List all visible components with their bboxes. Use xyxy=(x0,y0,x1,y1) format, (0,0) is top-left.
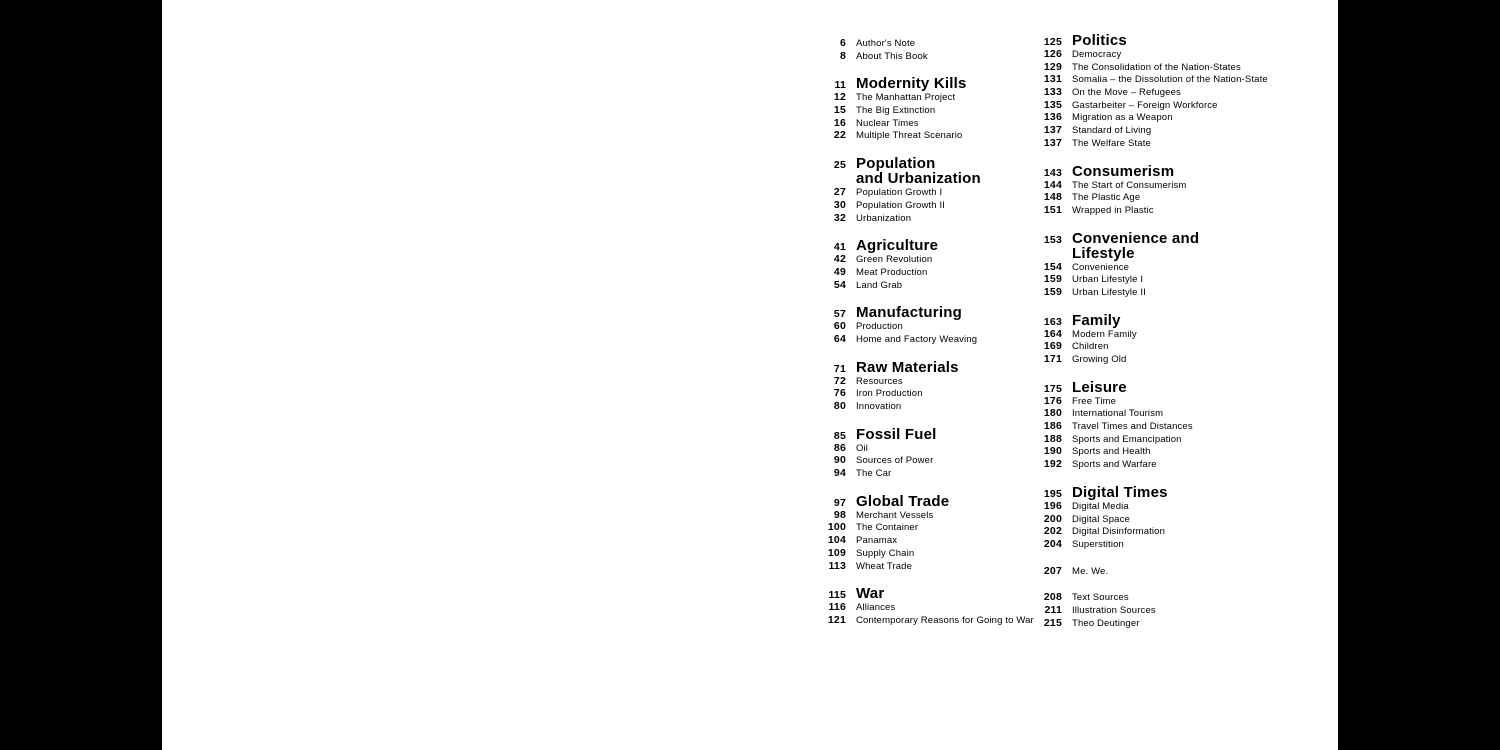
toc-group xyxy=(1032,485,1268,551)
entry-page-number: 188 xyxy=(1043,432,1062,445)
entry-label: Convenience xyxy=(1072,261,1130,273)
chapter-title xyxy=(856,156,981,186)
entry-label: Supply Chain xyxy=(856,547,915,559)
entry-label: Multiple Threat Scenario xyxy=(856,130,963,142)
chapter-title xyxy=(1072,485,1168,500)
entry-label: The Start of Consumerism xyxy=(1072,179,1187,191)
entry-page-number: 129 xyxy=(1043,60,1062,73)
entry-label: Wheat Trade xyxy=(856,560,913,572)
entry-label: Sports and Health xyxy=(1072,446,1151,458)
entry-label: Iron Production xyxy=(856,388,923,400)
toc-entry xyxy=(1032,565,1268,578)
chapter-title-line: and Urbanization xyxy=(856,170,981,188)
toc-group xyxy=(1032,380,1268,471)
chapter-page-number: 25 xyxy=(833,159,846,172)
toc-group xyxy=(816,360,1034,413)
chapter-title xyxy=(1072,164,1174,179)
entry-page-number: 76 xyxy=(833,387,846,400)
toc-group xyxy=(1032,164,1268,217)
entry-label: Children xyxy=(1072,341,1109,353)
toc-entry xyxy=(816,199,1034,212)
toc-chapter-heading-row xyxy=(816,305,1034,320)
entry-page-number: 159 xyxy=(1043,285,1062,298)
chapter-page-number: 175 xyxy=(1043,382,1062,395)
entry-label: Digital Media xyxy=(1072,500,1129,512)
toc-entry xyxy=(1032,73,1268,86)
chapter-title xyxy=(1072,380,1127,395)
entry-label: On the Move – Refugees xyxy=(1072,87,1181,99)
entry-label: Urbanization xyxy=(856,212,912,224)
entry-page-number: 27 xyxy=(833,186,846,199)
toc-entry xyxy=(1032,124,1268,137)
toc-group xyxy=(816,494,1034,572)
toc-entry xyxy=(1032,591,1268,604)
chapter-page-number: 11 xyxy=(834,79,846,92)
chapter-page-number: 143 xyxy=(1043,166,1062,179)
chapter-title-line: Population xyxy=(856,155,936,173)
toc-chapter-heading-row xyxy=(816,360,1034,375)
toc-entry xyxy=(1032,137,1268,150)
toc-entry xyxy=(1032,407,1268,420)
entry-label: Democracy xyxy=(1072,49,1122,60)
toc-chapter-heading-row xyxy=(1032,231,1268,261)
toc-group xyxy=(1032,33,1268,150)
entry-page-number: 100 xyxy=(827,521,846,534)
toc-entry xyxy=(1032,286,1268,299)
entry-page-number: 15 xyxy=(833,104,846,117)
entry-page-number: 151 xyxy=(1043,203,1062,216)
chapter-title-line: Digital Times xyxy=(1072,483,1168,501)
toc-group xyxy=(1032,565,1268,578)
entry-page-number: 30 xyxy=(833,198,846,211)
toc-chapter-heading-row xyxy=(816,156,1034,186)
chapter-page-number: 115 xyxy=(828,589,846,602)
chapter-title-line: Raw Materials xyxy=(856,358,959,376)
toc-entry xyxy=(1032,500,1268,513)
toc-entry xyxy=(1032,273,1268,286)
toc-entry xyxy=(1032,445,1268,458)
toc-entry xyxy=(1032,617,1268,630)
toc-entry xyxy=(1032,179,1268,192)
chapter-title-line: Manufacturing xyxy=(856,304,962,322)
entry-page-number: 131 xyxy=(1043,73,1062,86)
entry-page-number: 180 xyxy=(1043,407,1062,420)
entry-label: Theo Deutinger xyxy=(1072,617,1140,629)
toc-entry xyxy=(1032,86,1268,99)
entry-label: The Welfare State xyxy=(1072,137,1151,149)
entry-label: The Plastic Age xyxy=(1072,192,1141,204)
toc-entry xyxy=(1032,48,1268,61)
toc-entry xyxy=(816,387,1034,400)
entry-label: Population Growth II xyxy=(856,199,946,211)
toc-entry xyxy=(816,212,1034,225)
chapter-title xyxy=(856,238,938,253)
chapter-title-line: War xyxy=(856,585,885,603)
toc-entry xyxy=(816,547,1034,560)
entry-page-number: 60 xyxy=(833,320,846,333)
chapter-page-number: 163 xyxy=(1043,315,1062,328)
toc-chapter-heading-row xyxy=(1032,380,1268,395)
toc-entry xyxy=(816,37,1034,50)
entry-label: Travel Times and Distances xyxy=(1072,421,1193,433)
entry-page-number: 144 xyxy=(1043,178,1062,191)
entry-label: Free Time xyxy=(1072,395,1117,407)
entry-label: Nuclear Times xyxy=(856,117,919,129)
entry-label: Migration as a Weapon xyxy=(1072,112,1173,124)
entry-page-number: 196 xyxy=(1043,499,1062,512)
toc-entry xyxy=(1032,538,1268,551)
entry-label: Land Grab xyxy=(856,279,903,291)
entry-label: About This Book xyxy=(856,50,928,62)
entry-label: Merchant Vessels xyxy=(856,509,934,521)
entry-page-number: 90 xyxy=(833,454,846,467)
toc-entry xyxy=(1032,328,1268,341)
toc-entry xyxy=(1032,204,1268,217)
toc-column-left xyxy=(816,37,1034,627)
entry-label: International Tourism xyxy=(1072,408,1164,420)
toc-group xyxy=(816,76,1034,142)
entry-page-number: 154 xyxy=(1043,260,1062,273)
entry-page-number: 190 xyxy=(1043,445,1062,458)
toc-entry xyxy=(816,50,1034,63)
entry-page-number: 208 xyxy=(1043,591,1062,604)
toc-entry xyxy=(816,560,1034,573)
entry-page-number: 8 xyxy=(839,49,846,62)
entry-label: Sports and Warfare xyxy=(1072,459,1157,471)
entry-label: The Big Extinction xyxy=(856,105,936,117)
toc-entry xyxy=(1032,111,1268,124)
toc-group xyxy=(816,427,1034,480)
entry-page-number: 32 xyxy=(833,211,846,224)
toc-group xyxy=(816,586,1034,626)
toc-entry xyxy=(1032,99,1268,112)
toc-group xyxy=(1032,231,1268,299)
entry-page-number: 211 xyxy=(1044,603,1062,616)
toc-entry xyxy=(1032,458,1268,471)
entry-label: The Container xyxy=(856,522,919,534)
toc-chapter-heading-row xyxy=(816,427,1034,442)
chapter-title-line: Family xyxy=(1072,311,1121,329)
toc-entry xyxy=(816,129,1034,142)
toc-entry xyxy=(816,320,1034,333)
chapter-title-line: Lifestyle xyxy=(1072,244,1135,262)
toc-entry xyxy=(816,509,1034,522)
entry-page-number: 98 xyxy=(833,508,846,521)
entry-page-number: 94 xyxy=(833,467,846,480)
entry-page-number: 148 xyxy=(1043,191,1062,204)
entry-page-number: 113 xyxy=(828,559,846,572)
chapter-page-number: 71 xyxy=(833,362,846,375)
entry-page-number: 133 xyxy=(1043,86,1062,99)
entry-label: Wrapped in Plastic xyxy=(1072,204,1154,216)
toc-chapter-heading-row xyxy=(1032,313,1268,328)
chapter-title xyxy=(856,360,959,375)
entry-label: Urban Lifestyle I xyxy=(1072,274,1144,286)
entry-page-number: 16 xyxy=(833,116,846,129)
entry-label: Contemporary Reasons for Going to War xyxy=(856,614,1034,626)
chapter-page-number: 41 xyxy=(833,241,846,254)
toc-entry xyxy=(816,253,1034,266)
book-page xyxy=(162,0,1338,750)
entry-label: Panamax xyxy=(856,535,898,547)
entry-label: Growing Old xyxy=(1072,354,1127,365)
toc-chapter-heading-row xyxy=(816,76,1034,91)
entry-label: Alliances xyxy=(856,602,896,614)
chapter-title xyxy=(856,586,884,601)
toc-entry xyxy=(1032,353,1268,366)
toc-entry xyxy=(1032,525,1268,538)
toc-group xyxy=(816,305,1034,345)
entry-page-number: 54 xyxy=(833,278,846,291)
entry-label: Digital Space xyxy=(1072,513,1130,525)
entry-page-number: 22 xyxy=(833,129,846,142)
entry-page-number: 137 xyxy=(1043,124,1062,137)
toc-group xyxy=(1032,591,1268,629)
entry-page-number: 42 xyxy=(833,253,846,266)
toc-entry xyxy=(816,266,1034,279)
chapter-title-line: Convenience and xyxy=(1072,229,1200,247)
entry-label: The Car xyxy=(856,468,892,480)
entry-page-number: 86 xyxy=(833,441,846,454)
entry-page-number: 136 xyxy=(1043,111,1062,124)
chapter-title xyxy=(856,494,949,509)
entry-page-number: 72 xyxy=(833,374,846,387)
chapter-title-line: Agriculture xyxy=(856,237,939,255)
entry-label: Standard of Living xyxy=(1072,125,1152,137)
chapter-page-number: 125 xyxy=(1043,36,1062,48)
entry-label: Home and Factory Weaving xyxy=(856,333,978,345)
toc-entry xyxy=(816,91,1034,104)
toc-entry xyxy=(1032,433,1268,446)
chapter-page-number: 85 xyxy=(833,429,846,442)
chapter-title xyxy=(1072,313,1121,328)
toc-chapter-heading-row xyxy=(1032,164,1268,179)
entry-page-number: 169 xyxy=(1043,340,1062,353)
chapter-title xyxy=(856,305,962,320)
toc-entry xyxy=(1032,604,1268,617)
toc-chapter-heading-row xyxy=(1032,33,1268,48)
entry-label: Production xyxy=(856,321,903,333)
entry-label: Meat Production xyxy=(856,266,928,278)
entry-page-number: 6 xyxy=(839,37,846,49)
toc-entry xyxy=(816,333,1034,346)
toc-chapter-heading-row xyxy=(816,586,1034,601)
toc-entry xyxy=(1032,191,1268,204)
chapter-title-line: Leisure xyxy=(1072,378,1127,396)
entry-page-number: 64 xyxy=(833,332,846,345)
chapter-page-number: 195 xyxy=(1043,487,1062,500)
entry-label: Superstition xyxy=(1072,538,1124,550)
entry-page-number: 80 xyxy=(833,400,846,412)
toc-chapter-heading-row xyxy=(816,238,1034,253)
chapter-title-line: Global Trade xyxy=(856,492,950,510)
toc-entry xyxy=(816,521,1034,534)
toc-entry xyxy=(816,467,1034,480)
toc-entry xyxy=(816,442,1034,455)
chapter-title xyxy=(856,427,937,442)
entry-page-number: 12 xyxy=(833,91,846,104)
entry-label: Population Growth I xyxy=(856,187,943,199)
entry-page-number: 192 xyxy=(1043,458,1062,471)
entry-label: Sports and Emancipation xyxy=(1072,433,1182,445)
toc-entry xyxy=(816,186,1034,199)
entry-label: Gastarbeiter – Foreign Workforce xyxy=(1072,99,1218,111)
entry-label: Me. We. xyxy=(1072,565,1109,577)
chapter-page-number: 57 xyxy=(833,308,846,321)
toc-entry xyxy=(816,454,1034,467)
toc-entry xyxy=(816,279,1034,292)
toc-entry xyxy=(1032,395,1268,408)
entry-page-number: 207 xyxy=(1043,564,1062,577)
entry-page-number: 135 xyxy=(1043,98,1062,111)
toc-entry xyxy=(816,400,1034,413)
entry-label: Digital Disinformation xyxy=(1072,526,1166,538)
toc-entry xyxy=(816,614,1034,627)
toc-entry xyxy=(816,534,1034,547)
toc-group xyxy=(816,156,1034,224)
entry-page-number: 176 xyxy=(1043,394,1062,407)
toc-group xyxy=(816,238,1034,291)
entry-page-number: 204 xyxy=(1043,537,1062,550)
toc-entry xyxy=(816,104,1034,117)
entry-page-number: 215 xyxy=(1043,616,1062,629)
toc-entry xyxy=(816,117,1034,130)
entry-page-number: 200 xyxy=(1043,512,1062,525)
chapter-title xyxy=(856,76,967,91)
toc-entry xyxy=(1032,513,1268,526)
chapter-title xyxy=(1072,231,1199,261)
toc-entry xyxy=(1032,261,1268,274)
entry-label: The Consolidation of the Nation-States xyxy=(1072,61,1241,73)
chapter-page-number: 97 xyxy=(833,496,846,509)
entry-page-number: 116 xyxy=(828,601,846,614)
chapter-title-line: Fossil Fuel xyxy=(856,425,937,443)
toc-column-right xyxy=(1032,33,1268,629)
entry-page-number: 49 xyxy=(833,265,846,278)
toc-chapter-heading-row xyxy=(816,494,1034,509)
entry-label: Illustration Sources xyxy=(1072,604,1156,616)
entry-label: Somalia – the Dissolution of the Nation-State xyxy=(1072,74,1268,86)
entry-page-number: 109 xyxy=(827,546,846,559)
entry-page-number: 171 xyxy=(1043,353,1062,365)
entry-label: Sources of Power xyxy=(856,455,934,467)
entry-page-number: 104 xyxy=(827,534,846,547)
chapter-title-line: Politics xyxy=(1072,32,1127,49)
entry-label: Innovation xyxy=(856,401,902,412)
toc-entry xyxy=(816,375,1034,388)
toc-entry xyxy=(816,601,1034,614)
toc-chapter-heading-row xyxy=(1032,485,1268,500)
entry-page-number: 137 xyxy=(1043,136,1062,149)
toc-group xyxy=(1032,313,1268,366)
toc-entry xyxy=(1032,420,1268,433)
entry-label: Green Revolution xyxy=(856,254,933,266)
entry-label: Text Sources xyxy=(1072,592,1129,604)
chapter-title xyxy=(1072,33,1127,48)
entry-page-number: 126 xyxy=(1043,48,1062,60)
entry-label: The Manhattan Project xyxy=(856,92,956,104)
entry-label: Author's Note xyxy=(856,38,916,49)
entry-label: Modern Family xyxy=(1072,328,1137,340)
toc-group xyxy=(816,37,1034,62)
entry-page-number: 202 xyxy=(1043,525,1062,538)
entry-page-number: 159 xyxy=(1043,273,1062,286)
entry-page-number: 164 xyxy=(1043,327,1062,340)
toc-entry xyxy=(1032,61,1268,74)
chapter-page-number: 153 xyxy=(1043,233,1062,246)
entry-label: Resources xyxy=(856,375,903,387)
entry-label: Oil xyxy=(856,442,869,454)
entry-page-number: 186 xyxy=(1043,420,1062,433)
toc-entry xyxy=(1032,340,1268,353)
entry-page-number: 121 xyxy=(827,613,846,626)
entry-label: Urban Lifestyle II xyxy=(1072,286,1146,298)
chapter-title-line: Modernity Kills xyxy=(856,75,967,93)
chapter-title-line: Consumerism xyxy=(1072,162,1175,180)
